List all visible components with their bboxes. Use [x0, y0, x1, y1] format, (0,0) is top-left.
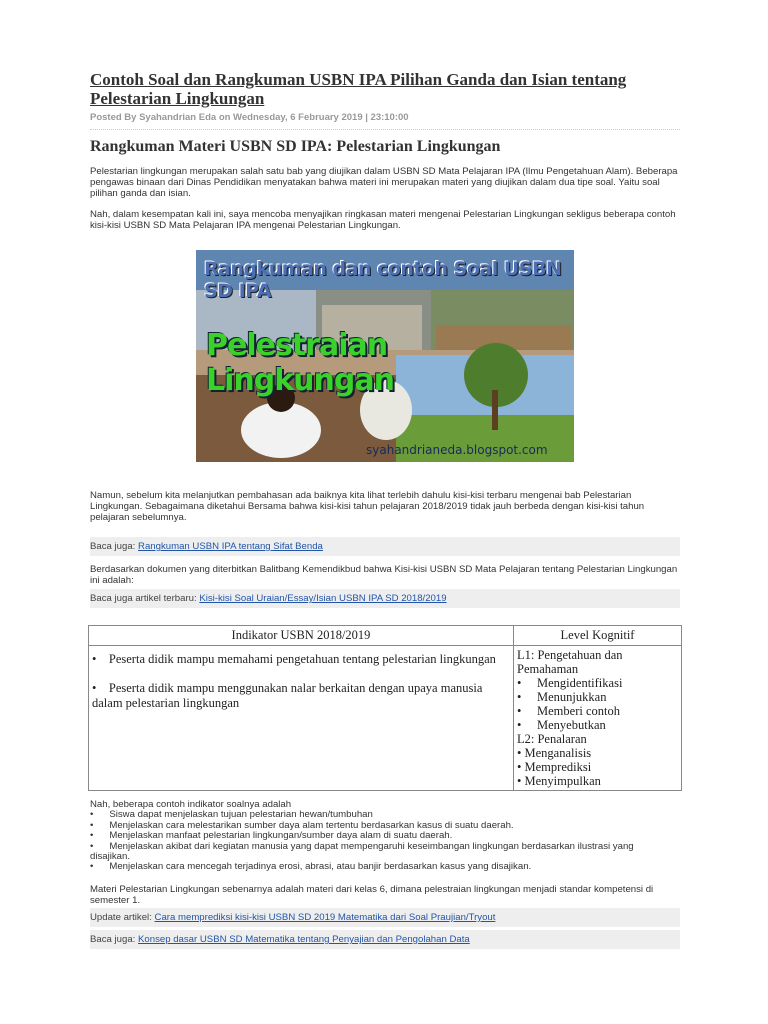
indicator-list-intro: Nah, beberapa contoh indikator soalnya adalah [90, 799, 292, 810]
link-sifat-benda[interactable]: Rangkuman USBN IPA tentang Sifat Benda [138, 541, 323, 552]
link-prediksi-kisi[interactable]: Cara memprediksi kisi-kisi USBN SD 2019 Matematika dari Soal Praujian/Tryout [154, 912, 496, 923]
level-text: Memprediksi [524, 760, 592, 774]
list-item-text: Siswa dapat menjelaskan tujuan pelestarian hewan/tumbuhan [109, 809, 373, 821]
list-item-text: Menjelaskan manfaat pelestarian lingkungan/sumber daya alam di suatu daerah. [109, 830, 453, 842]
baca-prefix: Baca juga: [90, 541, 136, 552]
level-item: • Menunjukkan [517, 690, 607, 704]
list-item: • Menjelaskan cara mencegah terjadinya erosi, abrasi, atau banjir berdasarkan kasus yang disajikan. [90, 861, 532, 873]
indicator-table [88, 625, 682, 791]
table-header-level: Level Kognitif [514, 626, 682, 646]
indicator-cell [89, 646, 514, 791]
level-text: Mengidentifikasi [537, 676, 623, 690]
indicator-text: Peserta didik mampu memahami pengetahuan tentang pelestarian lingkungan [108, 652, 496, 666]
indicator-item: • Peserta didik mampu memahami pengetahuan tentang pelestarian lingkungan [92, 652, 496, 666]
banner-main-text: Pelestraian Lingkungan [206, 328, 394, 398]
level-text: Memberi contoh [537, 704, 620, 718]
level-l1: L1: Pengetahuan dan Pemahaman [517, 648, 623, 676]
update-artikel-box [90, 908, 680, 927]
baca-prefix: Baca juga: [90, 934, 136, 945]
link-konsep-data[interactable]: Konsep dasar USBN SD Matematika tentang Penyajian dan Pengolahan Data [138, 934, 470, 945]
banner-image [196, 250, 574, 462]
level-item: • Memprediksi [517, 760, 592, 774]
banner-top-text: Rangkuman dan contoh Soal USBN SD IPA [204, 258, 562, 302]
paragraph-purpose: Nah, dalam kesempatan kali ini, saya mencoba menyajikan ringkasan materi mengenai Pelestarian Lingkungan sekligus beberapa contoh kisi-kisi USBN SD Mata Pelajaran IPA mengenai Pelestarian Lingkungan. [90, 209, 676, 231]
list-item-text: Menjelaskan akibat dari kegiatan manusia yang dapat mempengaruhi keseimbangan lingkungan berdasarkan ilustrasi yang disajikan. [90, 840, 634, 863]
level-l2: L2: Penalaran [517, 732, 587, 746]
list-item: • Menjelaskan akibat dari kegiatan manusia yang dapat mempengaruhi keseimbangan lingkungan berdasarkan ilustrasi yang disajikan. [90, 840, 634, 863]
baca-juga-box-2 [90, 589, 680, 608]
level-text: Menyebutkan [537, 718, 606, 732]
paragraph-kelas: Materi Pelestarian Lingkungan sebenarnya adalah materi dari kelas 6, dimana pelestraian lingkungan menjadi standar kompetensi di semester 1. [90, 884, 654, 906]
level-text: Menyimpulkan [524, 774, 601, 788]
indicator-text: Peserta didik mampu menggunakan nalar berkaitan dengan upaya manusia dalam pelestarian lingkungan [92, 681, 483, 710]
level-item: • Menyebutkan [517, 718, 606, 732]
article-title[interactable]: Contoh Soal dan Rangkuman USBN IPA Pilihan Ganda dan Isian tentang Pelestarian Lingkungan [90, 70, 627, 108]
level-text: Menganalisis [524, 746, 592, 760]
list-item: • Menjelaskan manfaat pelestarian lingkungan/sumber daya alam di suatu daerah. [90, 830, 453, 842]
baca-juga-box-1 [90, 537, 680, 556]
level-item: • Menyimpulkan [517, 774, 601, 788]
update-prefix: Update artikel: [90, 912, 152, 923]
paragraph-dokumen: Berdasarkan dokumen yang diterbitkan Balitbang Kemendikbud bahwa Kisi-kisi USBN SD Mata Pelajaran tentang Pelestarian Lingkungan ini adalah: [90, 564, 678, 586]
list-item-text: Menjelaskan cara melestarikan sumber daya alam tertentu berdasarkan kasus di suatu daerah. [109, 819, 514, 831]
banner-watermark: syahandrianeda.blogspot.com [366, 443, 548, 457]
article [90, 70, 680, 241]
list-item-text: Menjelaskan cara mencegah terjadinya erosi, abrasi, atau banjir berdasarkan kasus yang disajikan. [109, 861, 532, 873]
table-header-indikator: Indikator USBN 2018/2019 [89, 626, 514, 646]
indicator-list [90, 800, 670, 873]
level-cell [514, 646, 682, 791]
level-item: • Memberi contoh [517, 704, 620, 718]
paragraph-kisi: Namun, sebelum kita melanjutkan pembahasan ada baiknya kita lihat terlebih dahulu kisi-kisi terbaru mengenai bab Pelestarian Lingkungan. Sebagaimana diketahui Bersama bahwa kisi-kisi tahun pelajaran 2018/2019 tidak jauh berbeda dengan kisi-kisi tahun pelajaran sebelumnya. [90, 490, 645, 523]
baca-prefix: Baca juga artikel terbaru: [90, 593, 197, 604]
link-kisi-kisi-uraian[interactable]: Kisi-kisi Soal Uraian/Essay/Isian USBN IPA SD 2018/2019 [199, 593, 447, 604]
level-item: • Mengidentifikasi [517, 676, 623, 690]
level-item: • Menganalisis [517, 746, 592, 760]
list-item: • Menjelaskan cara melestarikan sumber daya alam tertentu berdasarkan kasus di suatu daerah. [90, 819, 514, 831]
indicator-item: • Peserta didik mampu menggunakan nalar berkaitan dengan upaya manusia dalam pelestarian lingkungan [92, 681, 483, 710]
level-text: Menunjukkan [537, 690, 607, 704]
post-meta: Posted By Syahandrian Eda on Wednesday, 6 February 2019 | 23:10:00 [90, 112, 680, 130]
baca-juga-box-3 [90, 930, 680, 949]
section-heading: Rangkuman Materi USBN SD IPA: Pelestarian Lingkungan [90, 138, 501, 155]
paragraph-intro: Pelestarian lingkungan merupakan salah satu bab yang diujikan dalam USBN SD Mata Pelajaran IPA (Ilmu Pengetahuan Alam). Beberapa pengawas binaan dari Dinas Pendidikan menyatakan bahwa materi ini merupakan materi yang diujikan dalam dua tipe soal. Yaitu soal pilihan ganda dan isian. [90, 166, 678, 199]
list-item: • Siswa dapat menjelaskan tujuan pelestarian hewan/tumbuhan [90, 809, 373, 821]
